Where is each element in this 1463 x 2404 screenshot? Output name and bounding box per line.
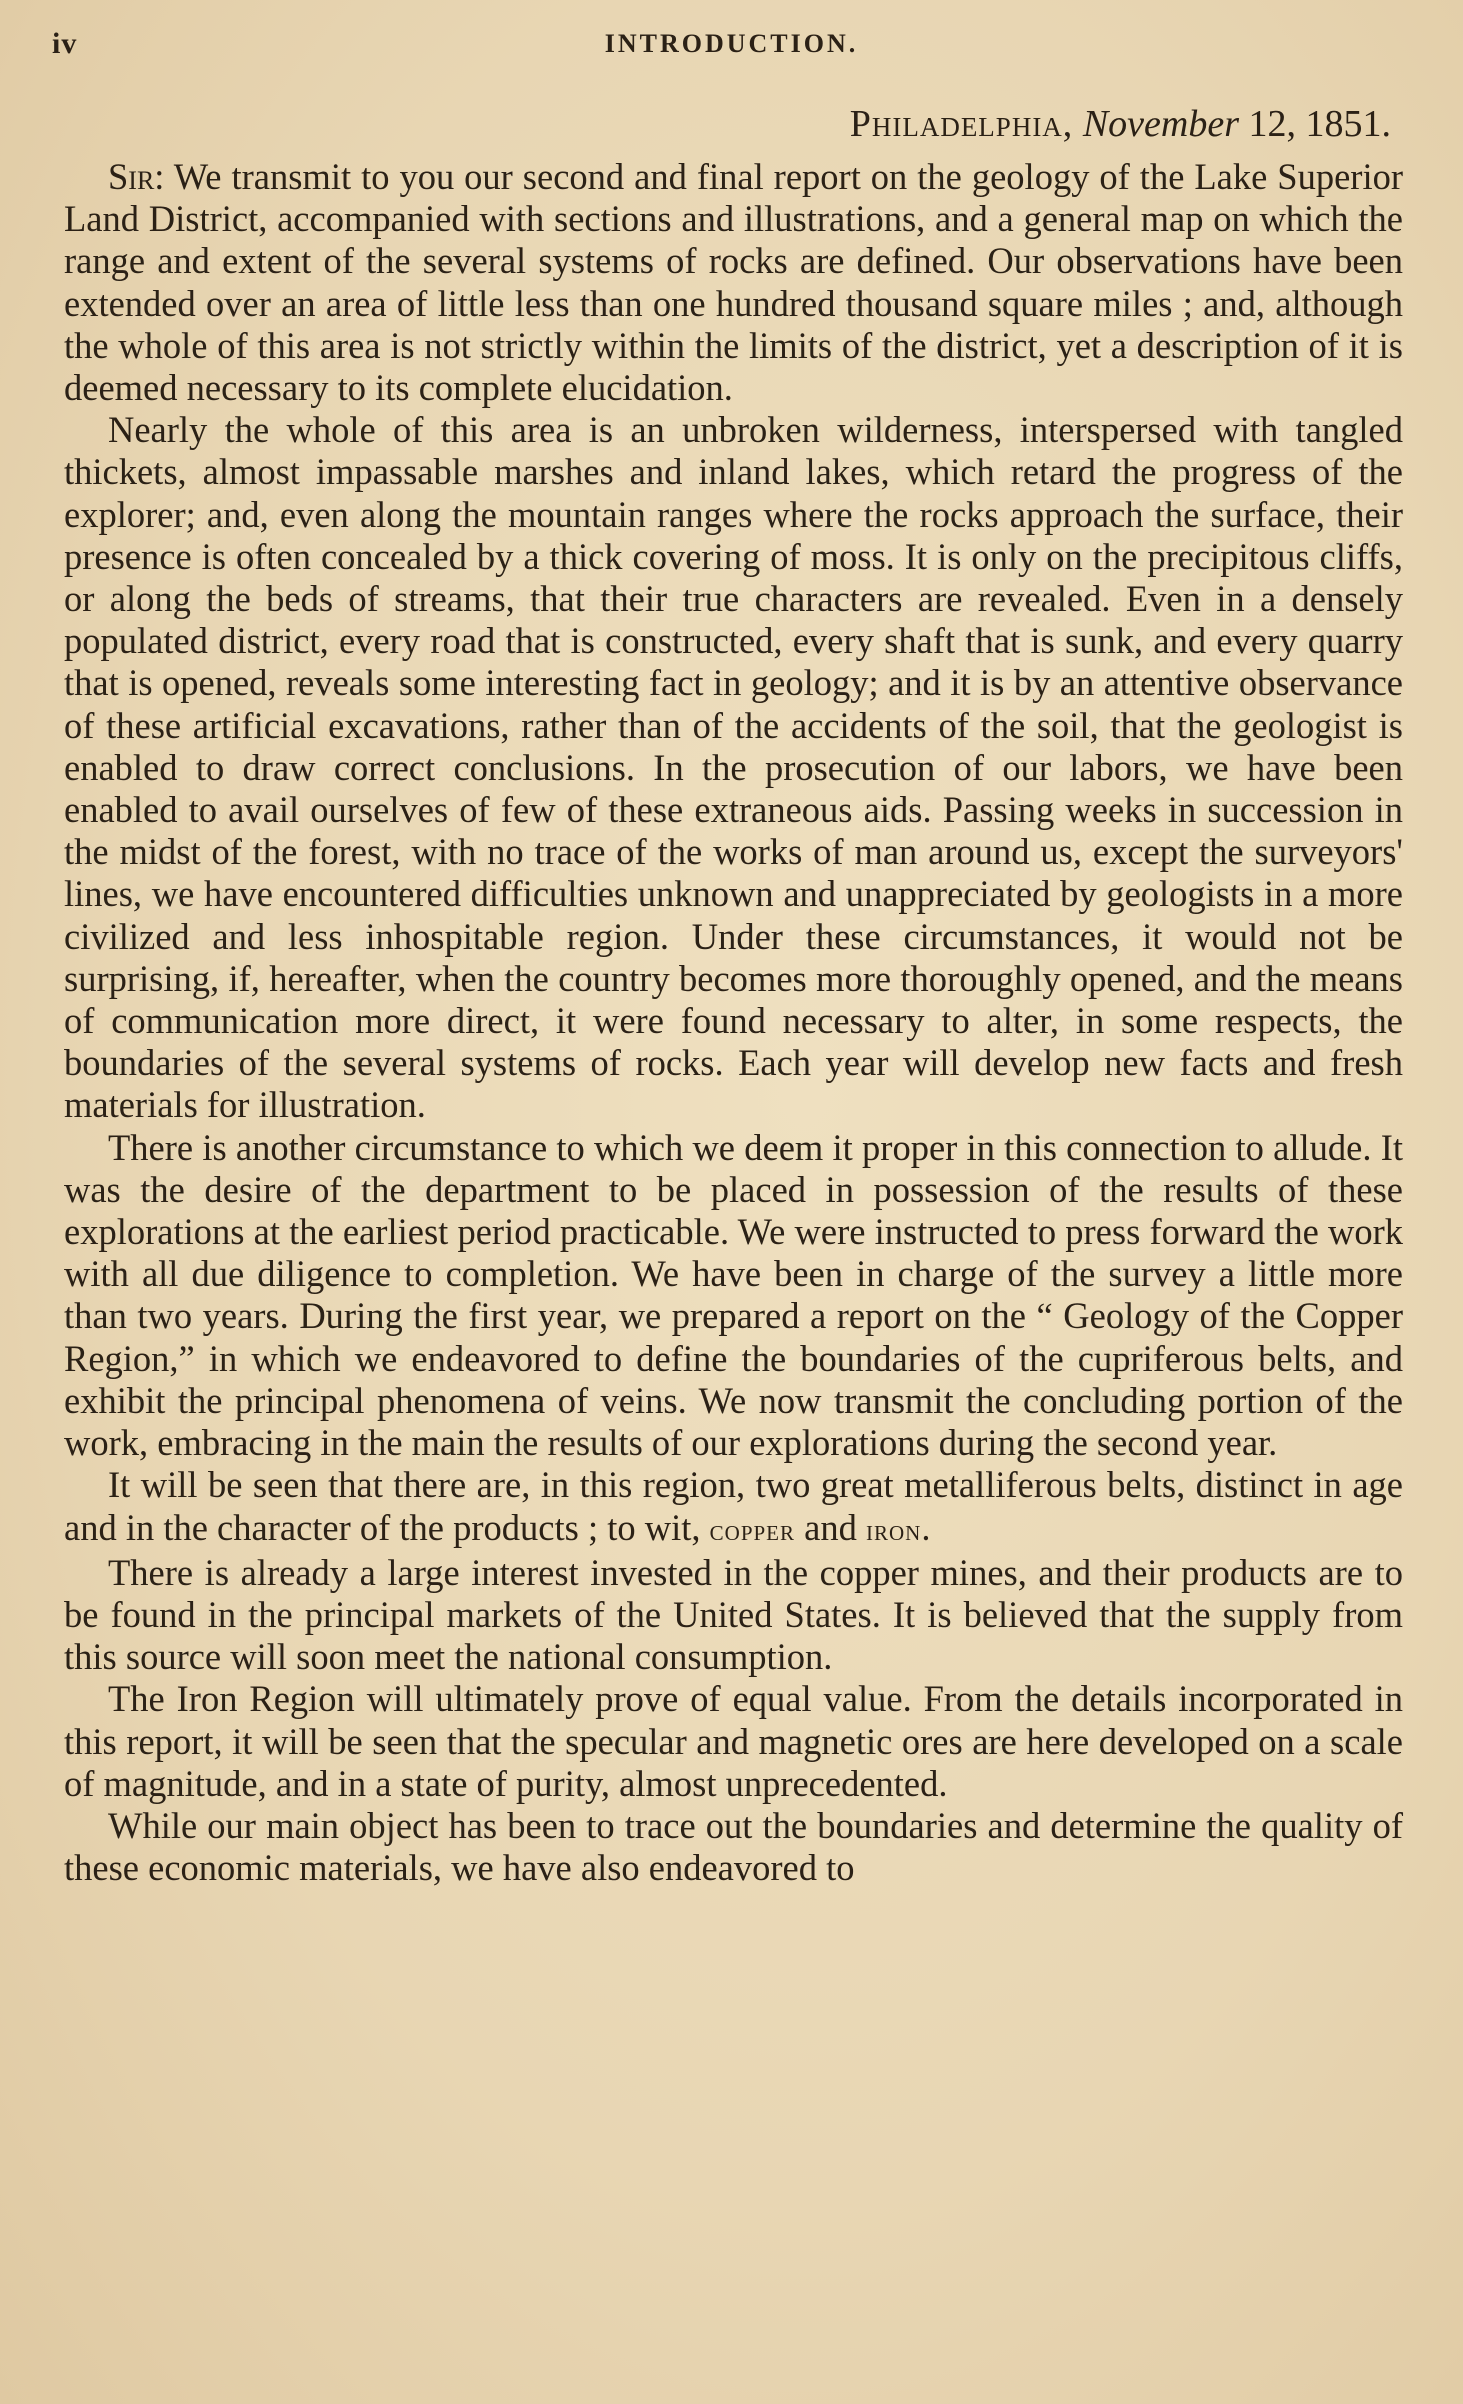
dateline-month: November [1082,103,1239,145]
paragraph-4 [64,1464,1403,1551]
copper-term: copper [709,1513,796,1547]
paragraph-7: While our main object has been to trace out the boundaries and determine the quality of these economic materials, we have also endeavored to [64,1804,1403,1889]
letter-body [64,156,1403,1889]
iron-term: iron [865,1513,922,1547]
dateline-day-year: 12, 1851. [1248,103,1391,145]
running-head [52,24,1411,64]
paragraph-3: There is another circumstance to which we deem it proper in this connection to allude. It was the desire of the department to be placed in possession of the results of these explorations at the earliest period practicable. We were instructed to press forward the work with all due diligence to completion. We have been in charge of the survey a little more than two years. During the first year, we prepared a report on the “ Geology of the Copper Region,” in which we endeavored to define the boundaries of the cupriferous belts, and exhibit the principal phenomena of veins. We now transmit the concluding portion of the work, embracing in the main the results of our explorations during the second year. [64,1126,1403,1464]
paragraph-5: There is already a large interest invested in the copper mines, and their products are to be found in the principal markets of the United States. It is believed that the supply from this source will soon meet the national consumption. [64,1551,1403,1678]
paragraph-2: Nearly the whole of this area is an unbroken wilderness, interspersed with tangled thickets, almost impassable marshes and inland lakes, which retard the progress of the explorer; and, even along the mountain ranges where the rocks approach the surface, their presence is often concealed by a thick covering of moss. It is only on the precipitous cliffs, or along the beds of streams, that their true characters are revealed. Even in a densely populated district, every road that is constructed, every shaft that is sunk, and every quarry that is opened, reveals some interesting fact in geology; and it is by an attentive observance of these artificial excavations, rather than of the accidents of the soil, that the geologist is enabled to draw correct conclusions. In the prosecution of our labors, we have been enabled to avail ourselves of few of these extraneous aids. Passing weeks in succession in the midst of the forest, with no trace of the works of man around us, except the surveyors' lines, we have encountered difficulties unknown and unappreciated by geologists in a more civilized and less inhospitable region. Under these circumstances, it would not be surprising, if, hereafter, when the country becomes more thoroughly opened, and the means of communication more direct, it were found necessary to alter, in some respects, the boundaries of the several systems of rocks. Each year will develop new facts and fresh materials for illustration. [64,409,1403,1126]
running-title: INTRODUCTION. [604,29,859,58]
paragraph-1 [64,156,1403,409]
paragraph-4-text: It will be seen that there are, in this region, two great metalliferous belts, distinct in age and in the character of the products ; to wit, [64,1464,1403,1548]
salutation: Sir: [108,156,165,197]
dateline [850,100,1391,148]
dateline-place: Philadelphia, [849,103,1074,145]
paragraph-1-text: We transmit to you our second and final report on the geology of the Lake Superior Land District, accompanied with sections and illustrations, and a general map on which the range and extent of the several systems of rocks are defined. Our observations have been extended over an area of little less than one hundred thousand square miles ; and, although the whole of this area is not strictly within the limits of the district, yet a description of it is deemed necessary to its complete elucidation. [64,156,1403,409]
paragraph-6: The Iron Region will ultimately prove of equal value. From the details incorporated in this report, it will be seen that the specular and magnetic ores are here developed on a scale of magnitude, and in a state of purity, almost unprecedented. [64,1678,1403,1804]
and-word: and [804,1506,857,1548]
paragraph-4-end: . [921,1506,931,1548]
page-number: iv [52,27,78,60]
